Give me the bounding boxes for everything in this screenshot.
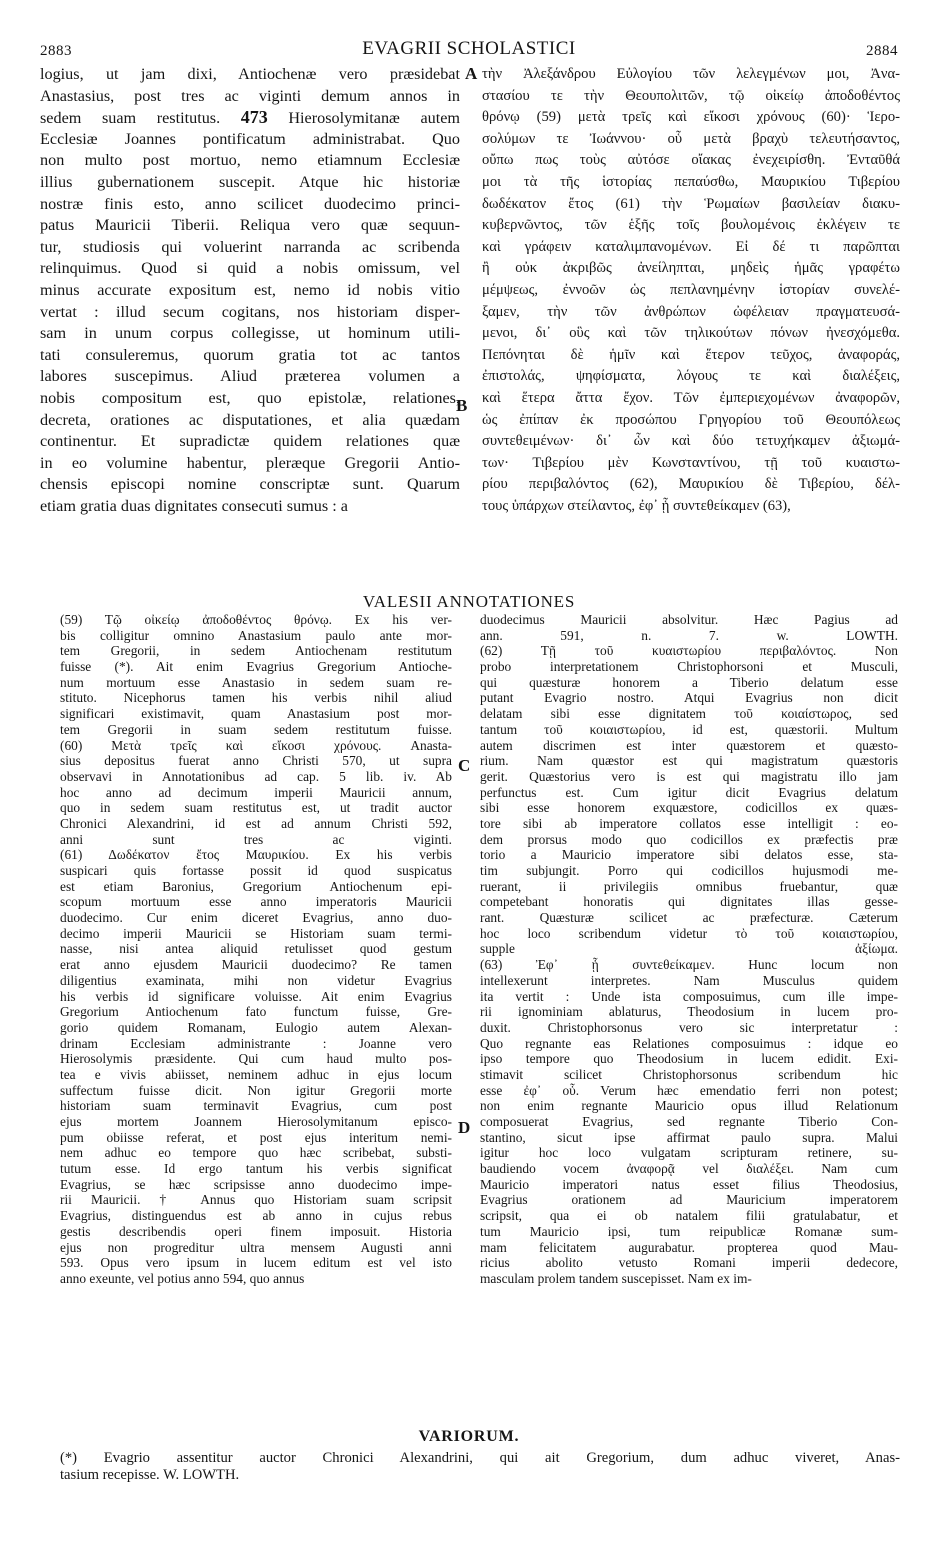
- greek-text-line: ἐπιστολάς, ψηφίσματα, λόγους τε καὶ διαλέξεις,: [482, 368, 900, 385]
- annotation-line: Mauricio imperatori natus esset filius Theodosius,: [480, 1176, 898, 1192]
- annotation-line: tem Gregorii, in sedem Antiochenam restitutum: [60, 643, 452, 659]
- annotation-line: supple ἀξίωμα.: [480, 941, 898, 957]
- greek-column: [482, 64, 900, 517]
- latin-text-line: non multo post mortuo, nemo etiamnum Ecclesiæ: [40, 151, 460, 170]
- annotation-line: tutum esse. Id ergo tantum his verbis significat: [60, 1161, 452, 1177]
- section-marker: 473: [240, 107, 268, 128]
- annotation-line: tea e vivis abiisset, neminem adhuc in ejus locum: [60, 1066, 452, 1082]
- annotation-line: duxit. Christophorsonus vero sic interpretatur :: [480, 1019, 898, 1035]
- annotation-line: non enim regnante Mauricio opus illud Relationum: [480, 1098, 898, 1114]
- annotation-line: putant Evagrio nostro. Atqui Evagrius non dicit: [480, 690, 898, 706]
- greek-text-line: κυβερνῶντος, τῶν ἑξῆς τοῖς βουλομένοις ἐκλέγειν τε: [482, 217, 900, 234]
- greek-text-line: στασίου τε τὴν Θεουπολιτῶν, τῷ οἰκείῳ ἀποδοθέντος: [482, 87, 900, 104]
- annotation-line: igitur hoc loco vulgatam scripturam retinere, su-: [480, 1145, 898, 1161]
- greek-text-line: καὶ γράφειν καταλιμπανομένων. Εἰ δέ τι παρῶπται: [482, 238, 900, 255]
- annotations-heading: VALESII ANNOTATIONES: [362, 592, 576, 611]
- greek-text-line: θρόνῳ (59) μετὰ τρεῖς καὶ εἴκοσι χρόνους (60)· Ἱερο-: [482, 109, 900, 126]
- annotation-line: his verbis id significare voluisse. Ait enim Evagrius: [60, 988, 452, 1004]
- annotation-line: intellexerunt interpretes. Nam Musculus quidem: [480, 972, 898, 988]
- page-number-left: 2883: [40, 43, 72, 59]
- annotation-line: rium. Nam quæstor est qui magistratum quæstoris: [480, 753, 898, 769]
- latin-column: [40, 64, 460, 517]
- latin-text-line: minus accurate expositum est, nemo id nobis vitio: [40, 280, 460, 299]
- greek-text-line: ὡς ἐπίπαν ἐκ προσώπου Γρηγορίου τοῦ Θεουπόλεως: [482, 411, 900, 428]
- annotation-line: significari existimavit, quam Anastasium post mor-: [60, 706, 452, 722]
- latin-text-line: vertat : illud secum cogitans, nos historiam disper-: [40, 302, 460, 321]
- latin-text-line: etiam gratia duas dignitates consecuti sumus : a: [40, 496, 348, 515]
- annotation-line: (63) Ἐφ᾽ ᾗ συντεθείκαμεν. Hunc locum non: [480, 957, 898, 973]
- annotation-line: mam felicitatem augurabatur. propterea quod Mau-: [480, 1239, 898, 1255]
- variorum-line: tasium recepisse. W. LOWTH.: [60, 1467, 240, 1483]
- annotation-line: diligentius examinata, mihi non videtur Evagrius: [60, 972, 452, 988]
- annotation-line: erat anno ejusdem Mauricii duodecimo? Re tamen: [60, 957, 452, 973]
- annotation-line: ruerant, ii privilegiis omnibus fruebantur, quæ: [480, 878, 898, 894]
- annotation-line: ann. 591, n. 7. w. LOWTH.: [480, 627, 898, 643]
- annotation-line: ejus non progreditur ultra mensem Augusti anni: [60, 1239, 452, 1255]
- greek-text-line: μοι τὰ τῆς ἱστορίας πεπαύσθω, Μαυρικίου Τιβερίου: [482, 173, 900, 190]
- annotation-line: rii ignominiam ablaturus, Theodosium in lucem pro-: [480, 1004, 898, 1020]
- annotation-line: observavi in Annotationibus ad cap. 5 lib. iv. Ab: [60, 768, 452, 784]
- latin-text-line: nobis compositum est, quo epistolæ, relationes,: [40, 388, 460, 407]
- annotation-line: Chronici Alexandrini, id est ad annum Christi 592,: [60, 815, 452, 831]
- annotation-line: bis colligitur omnino Anastasium paulo ante mor-: [60, 627, 452, 643]
- annotation-line: tum Mauricio ipsi, tum reipublicæ Romanæ sum-: [480, 1223, 898, 1239]
- annotation-line: suspicari quis fortasse possit id quod suspicatus: [60, 863, 452, 878]
- annotation-line: num mortuum esse Anastasio in sedem suam re-: [60, 674, 452, 690]
- annotation-line: hoc anno ad decimum imperii Mauricii annum,: [60, 784, 452, 800]
- annotation-line: duodecimo. Cur enim diceret Evagrius, anno duo-: [60, 910, 452, 926]
- latin-text-line: Anastasius, post tres ac viginti demum annos in: [40, 86, 460, 105]
- annotation-line: (62) Τῇ τοῦ κυαιστωρίου περιβαλόντος. Non: [480, 643, 898, 659]
- greek-text-line: δωδέκατον ἔτος (61) τὴν Ῥωμαίων βασιλείαν διακυ-: [482, 195, 900, 212]
- annotation-line: ricius abolito vetusto Romani imperii dedecore,: [480, 1255, 898, 1271]
- latin-text-line: continentur. Et supradictæ quidem relationes quæ: [40, 432, 460, 451]
- annotation-line: sius depositus fuerat anno Christi 570, ut supra: [60, 753, 452, 769]
- latin-text-line: relinquimus. Quod si quid a nobis omissum, vel: [40, 259, 460, 278]
- annotation-line: rant. Quæsturæ scilicet ac præfecturæ. Cæterum: [480, 910, 898, 926]
- annotation-line: (60) Μετὰ τρεῖς καὶ εἴκοσι χρόνους. Anasta-: [60, 737, 452, 753]
- annotation-line: composuerat Evagrius, sed regnante Tiberio Con-: [480, 1114, 898, 1129]
- annotation-line: ipso tempore quo Theodosium in lucem edidit. Exi-: [480, 1051, 898, 1067]
- annotation-line: tim subjungit. Porro qui codicillos hujusmodi me-: [480, 863, 898, 878]
- latin-text-line: chensis episcopi nomine conscriptæ sunt. Quarum: [40, 475, 460, 494]
- annotation-line: stantino, sicut ipse affirmat paulo supra. Malui: [480, 1129, 898, 1145]
- annotation-line: suffectum fuisse dicit. Non igitur Gregorii morte: [60, 1082, 452, 1098]
- annotation-line: fuisse (*). Ait enim Evagrius Gregorium Antioche-: [60, 659, 452, 675]
- annotations-right-column: [480, 612, 898, 1287]
- annotation-line: 593. Opus vero ipsum in lucem editum est vel isto: [60, 1255, 452, 1271]
- page-number-right: 2884: [866, 43, 898, 59]
- annotation-line: tem Gregorii in suam sedem restitutum fuisse.: [60, 721, 452, 737]
- annotation-line: scripsit, qua ei ob natalem filii gratulabatur, et: [480, 1208, 898, 1224]
- latin-text-line: tur, studiosis qui voluerint narranda ac scribenda: [40, 237, 460, 256]
- annotation-line: gorio quidem Romanam, Eulogio autem Alexan-: [60, 1019, 452, 1035]
- latin-text-line: sam in unum corpus collegisse, ut hominum utili-: [40, 324, 460, 343]
- annotation-line: tore sibi ab imperatore collatos esse intelligit : eo-: [480, 815, 898, 831]
- annotation-line: Evagrius, se hæc scripsisse anno duodecimo impe-: [60, 1176, 452, 1192]
- annotation-line: drinam Ecclesiam administrante : Joanne vero: [60, 1035, 452, 1051]
- latin-text-line: logius, ut jam dixi, Antiochenæ vero præsidebat: [40, 65, 460, 83]
- annotation-line: ita vertit : Unde ista composuimus, cum ille impe-: [480, 988, 898, 1004]
- greek-text-line: τὴν Ἀλεξάνδρου Εὐλογίου τῶν λελεγμένων μοι, Ἀνα-: [482, 66, 900, 82]
- greek-text-line: μέμψεως, ἐννοῶν ὡς πεπλανημένην ἱστορίαν συνελέ-: [482, 281, 900, 298]
- running-title: EVAGRII SCHOLASTICI: [362, 38, 576, 59]
- margin-letter-d: D: [458, 1118, 471, 1137]
- variorum-heading: VARIORUM.: [418, 1428, 520, 1445]
- annotation-line: (59) Τῷ οἰκείῳ ἀποδοθέντος θρόνῳ. Ex his ver-: [60, 612, 452, 627]
- annotation-line: duodecimus Mauricii absolvitur. Hæc Pagius ad: [480, 612, 898, 627]
- annotation-line: Hierosolymis præsidente. Qui cum haud multo pos-: [60, 1051, 452, 1067]
- margin-letter-b: B: [456, 396, 468, 415]
- greek-text-line: καὶ ἕτερα ἄττα ἔχον. Τῶν ἐμπεριεχομένων ἀναφορῶν,: [482, 389, 900, 406]
- latin-text-line: labores suscepimus. Aliud præterea volumen a: [40, 367, 460, 386]
- annotation-line: baudiendo vocem ἀναφορᾷ vel διαλέξει. Nam cum: [480, 1161, 898, 1177]
- annotation-line: perfunctus est. Cum igitur dicit Evagrius delatum: [480, 784, 898, 800]
- annotation-line: scopum mortuum esse anno imperatoris Mauricii: [60, 894, 452, 910]
- latin-text-line: decreta, orationes ac disputationes, et alia quædam: [40, 410, 460, 429]
- annotation-line: stituto. Nicephorus tamen his verbis nihil aliud: [60, 690, 452, 706]
- annotation-line: probo interpretationem Christophorsoni et Musculi,: [480, 659, 898, 675]
- annotation-line: tantum τοῦ κοιαιστωρίου, id est, quæstorii. Multum: [480, 721, 898, 737]
- latin-text-line: patus Mauricii Tiberii. Reliqua vero quæ sequun-: [40, 216, 460, 235]
- greek-text-line: ξαμεν, τὴν τῶν ἀνθρώπων ὠφέλειαν πραγματευσά-: [482, 303, 900, 320]
- annotation-line: pum obiisse referat, et post ejus interitum nemi-: [60, 1129, 452, 1145]
- annotation-line: autem discrimen est inter quæstorem et quæsto-: [480, 737, 898, 753]
- greek-text-line: συντεθειμένων· δι᾽ ὧν καὶ δύο τετυχήκαμεν ἀξιωμά-: [482, 433, 900, 450]
- annotation-line: historiam suam terminavit Evagrius, cum post: [60, 1098, 452, 1114]
- annotation-line: Gregorium Antiochenum fato functum fuisse, Gre-: [60, 1004, 452, 1020]
- annotation-line: competebant honoratis qui dignitates illas gesse-: [480, 894, 898, 910]
- annotation-line: Evagrius orationem ad Mauricium imperatorem: [480, 1192, 898, 1208]
- annotation-line: Quo regnante eas Relationes composuimus : idque eo: [480, 1035, 898, 1051]
- greek-text-line: των· Τιβερίου μὲν Κωνσταντίνου, τῇ τοῦ κυαιστω-: [482, 454, 900, 471]
- annotation-line: esse ἐφ᾽ οὗ. Verum hæc emendatio ferri non potest;: [480, 1082, 898, 1098]
- greek-text-line: ἢ οὐκ ἀκριβῶς ἀνείληπται, μηδεὶς ἡμᾶς γραφέτω: [482, 260, 900, 277]
- annotation-line: anno exeunte, vel potius anno 594, quo annus: [60, 1270, 305, 1286]
- annotation-line: gestis describendis operi finem imposuit. Historia: [60, 1223, 452, 1239]
- annotation-line: gerit. Quæstorius vero is est qui magistratu illo jam: [480, 768, 898, 784]
- latin-text-line: in eo volumine habentur, pleræque Gregorii Antio-: [40, 453, 460, 472]
- greek-text-line: σολύμων τε Ἰωάννου· οὗ μετὰ βραχὺ τελευτήσαντος,: [482, 130, 900, 147]
- annotation-line: anni sunt tres ac viginti.: [60, 831, 452, 847]
- annotation-line: hoc loco scribendum videtur τὸ τοῦ κοιαιστωρίου,: [480, 925, 898, 941]
- annotations-left-column: [60, 612, 452, 1287]
- annotation-line: est etiam Baronius, Gregorium Antiochenum epi-: [60, 878, 452, 894]
- annotation-line: Evagrius, distinguendus est ab anno in cujus rebus: [60, 1208, 452, 1224]
- margin-letter-a: A: [465, 64, 478, 83]
- annotation-line: dem prorsus modo quo codicillos ex præfectis præ: [480, 831, 898, 847]
- annotation-line: masculam prolem tandem suscepisset. Nam ex im-: [480, 1270, 752, 1286]
- annotation-line: ejus mortem Joannem Hierosolymitanum episco-: [60, 1114, 452, 1129]
- latin-text-line: nostræ finis esto, anno scilicet duodecimo princi-: [40, 194, 460, 213]
- margin-letter-c: C: [458, 756, 471, 775]
- annotation-line: delatam sibi esse dignitatem τοῦ κοιαίστωρος, sed: [480, 706, 898, 722]
- annotation-line: (61) Δωδέκατον ἔτος Μαυρικίου. Ex his verbis: [60, 847, 452, 863]
- greek-text-line: Πεπόνηται δὲ ἡμῖν καὶ ἕτερον τεῦχος, ἀναφοράς,: [482, 346, 900, 363]
- annotation-line: qui quæsturæ honorem a Tiberio delatum esse: [480, 674, 898, 690]
- latin-text-line: sedem suam restitutus. 473 Hierosolymitanæ autem: [40, 107, 460, 128]
- greek-text-line: ρίου περιβαλόντος (62), Μαυρικίου δὲ Τιβερίου, δέλ-: [482, 476, 900, 493]
- annotation-line: quo in sedem suam restitutus est, ut tradit auctor: [60, 800, 452, 816]
- latin-text-line: tati consuleremus, quorum gratia tot ac tantos: [40, 345, 460, 364]
- greek-text-line: τους ὑπάρχων στείλαντος, ἐφ᾽ ᾗ συντεθείκαμεν (63),: [482, 497, 791, 514]
- annotation-line: decimo imperii Mauricii se Historiam suam termi-: [60, 925, 452, 941]
- greek-text-line: οὔπω πως τοὺς αὐτόσε οἴακας ἐνεχειρίσθη. Ἐνταῦθά: [482, 152, 900, 169]
- annotation-line: stimavit scilicet Christophorsonus scribendum hic: [480, 1066, 898, 1082]
- greek-text-line: μενοι, δι᾽ οὓς καὶ τῶν τηλικούτων πόνων ἠνεσχόμεθα.: [482, 325, 900, 342]
- annotation-line: nasse, nisi antea aliquid retulisset quod gestum: [60, 941, 452, 957]
- annotation-line: nem adhuc eo tempore quo hæc scribebat, substi-: [60, 1145, 452, 1161]
- latin-text-line: illius gubernationem suscepit. Atque hic historiæ: [40, 172, 460, 191]
- variorum-note: [60, 1450, 900, 1484]
- variorum-line: (*) Evagrio assentitur auctor Chronici Alexandrini, qui ait Gregorium, dum adhuc viveret, Anas-: [60, 1450, 900, 1466]
- annotation-line: rii Mauricii. † Annus quo Historiam suam scripsit: [60, 1192, 452, 1208]
- annotation-line: sibi esse honorem exquæstore, codicillos ex quæs-: [480, 800, 898, 816]
- latin-text-line: Ecclesiæ Joannes pontificatum administrabat. Quo: [40, 129, 460, 148]
- annotation-line: torio a Mauricio imperatore sibi delatos esse, sta-: [480, 847, 898, 863]
